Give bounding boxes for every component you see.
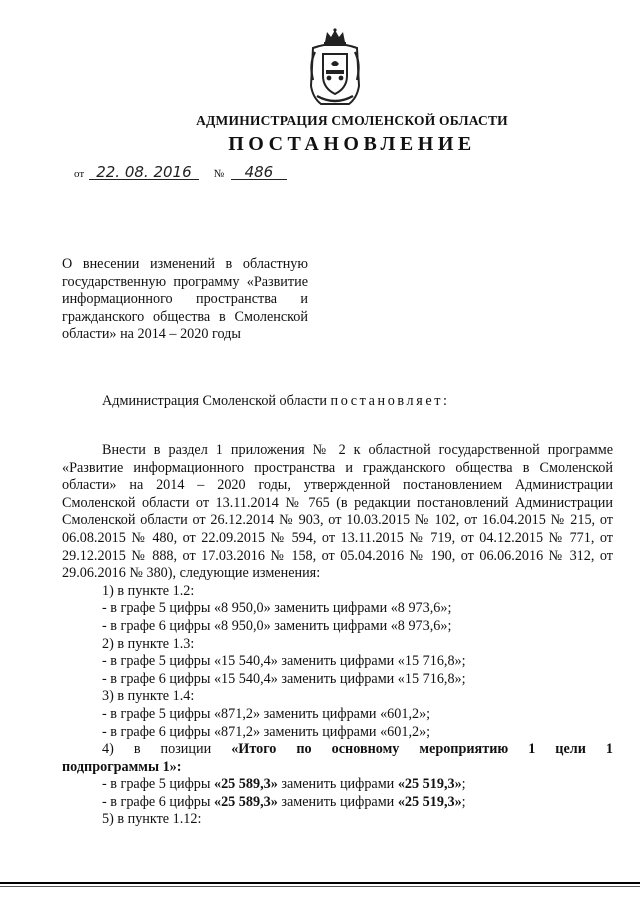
change-item-2a: - в графе 5 цифры «15 540,4» заменить цифрами «15 716,8»; (102, 653, 466, 670)
change-item-4a-pre: - в графе 5 цифры (102, 776, 214, 793)
change-item-4-position: «Итого по основному мероприятию 1 цели 1 (231, 741, 613, 758)
change-item-3: 3) в пункте 1.4: (102, 688, 195, 705)
page-bottom-rule (0, 882, 640, 884)
document-type-title: ПОСТАНОВЛЕНИЕ (228, 133, 476, 155)
change-item-3a: - в графе 5 цифры «871,2» заменить цифрами «601,2»; (102, 705, 431, 722)
change-item-3b: - в графе 6 цифры «871,2» заменить цифрами «601,2»; (102, 723, 431, 740)
date-from-label: от (74, 168, 85, 180)
change-item-4-suffix: : (176, 758, 182, 775)
body-intro: Внести в раздел 1 приложения № 2 к областной государственной программе «Развитие информационного пространства и гражданского общества в Смоленской области» на 2014 – 2020 годы, утвержденной постановлением Администрации Смоленской области от 13.11.2014 № 765 (в редакции постановлений Администрации Смоленской области от 26.12.2014 № 903, от 10.03.2015 № 102, от 16.04.2015 № 215, от 06.08.2015 № 480, от 22.09.2015 № 594, от 13.11.2015 № 719, от 04.12.2015 № 771, от 29.12.2015 № 888, от 17.03.2016 № 158, от 05.04.2016 № 190, от 06.06.2016 № 312, от 29.06.2016 № 380), следующие изменения: (62, 442, 613, 582)
document-date: 22. 08. 2016 (89, 165, 199, 180)
document-number: 486 (231, 165, 287, 180)
change-item-4-position-cont: подпрограммы 1» (62, 758, 177, 775)
change-item-4b-new: «25 519,3» (397, 793, 462, 810)
page-bottom-rule-secondary (0, 886, 640, 887)
decree-line (102, 393, 450, 410)
change-item-4b-end: ; (461, 793, 466, 810)
change-item-4a-end: ; (461, 776, 466, 793)
change-item-4b-mid: заменить цифрами (277, 793, 398, 810)
document-subject: О внесении изменений в областную государственную программу «Развитие информационного пространства и гражданского общества в Смоленской области» на 2014 – 2020 годы (62, 256, 308, 343)
change-item-4-continuation (62, 759, 613, 777)
date-number-line (74, 165, 287, 180)
change-item-2: 2) в пункте 1.3: (102, 635, 195, 652)
decree-verb: постановляет: (330, 393, 450, 409)
coat-of-arms-emblem (305, 28, 365, 108)
change-item-4 (62, 741, 613, 759)
change-item-1a: - в графе 5 цифры «8 950,0» заменить цифрами «8 973,6»; (102, 600, 452, 617)
change-item-4a (102, 776, 613, 794)
change-item-4a-old: «25 589,3» (213, 776, 278, 793)
change-item-4b-pre: - в графе 6 цифры (102, 793, 214, 810)
decree-org: Администрация Смоленской области (102, 393, 327, 409)
change-item-4b (102, 794, 613, 812)
change-item-4a-mid: заменить цифрами (277, 776, 398, 793)
change-item-2b: - в графе 6 цифры «15 540,4» заменить цифрами «15 716,8»; (102, 670, 466, 687)
change-item-1: 1) в пункте 1.2: (102, 582, 195, 599)
organization-name: АДМИНИСТРАЦИЯ СМОЛЕНСКОЙ ОБЛАСТИ (196, 113, 508, 128)
change-item-4b-old: «25 589,3» (213, 793, 278, 810)
document-body (62, 442, 613, 829)
number-label: № (213, 168, 225, 180)
change-item-4-prefix: 4) в позиции (102, 741, 212, 758)
change-item-4a-new: «25 519,3» (397, 776, 462, 793)
change-item-5: 5) в пункте 1.12: (102, 811, 202, 828)
change-item-1b: - в графе 6 цифры «8 950,0» заменить цифрами «8 973,6»; (102, 617, 452, 634)
